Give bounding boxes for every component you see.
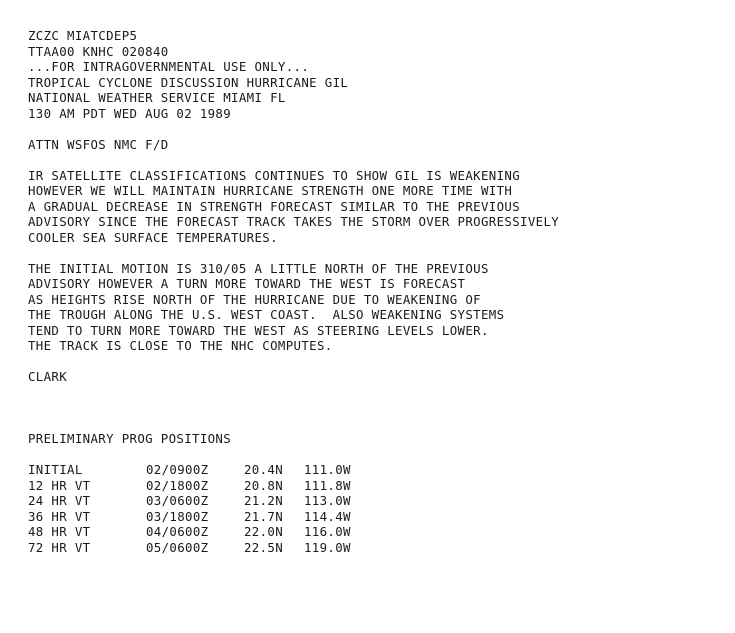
prog-row [28, 540, 559, 556]
prog-label: 48 HR VT [28, 524, 91, 539]
paragraph-line: TEND TO TURN MORE TOWARD THE WEST AS STEERING LEVELS LOWER. [28, 322, 489, 338]
prog-lat: 21.2N [244, 493, 284, 508]
prog-lon: 119.0W [304, 539, 351, 555]
prog-row [28, 509, 559, 525]
prog-lon: 116.0W [304, 524, 351, 539]
prog-lon: 111.0W [304, 462, 351, 477]
header-line: ZCZC MIATCDEP5 [28, 28, 138, 43]
prog-lon: 111.8W [304, 477, 351, 493]
paragraph-line: A GRADUAL DECREASE IN STRENGTH FORECAST SIMILAR TO THE PREVIOUS [28, 198, 521, 214]
prog-time: 02/1800Z [146, 477, 209, 493]
prog-lat: 22.5N [244, 539, 284, 555]
paragraph-line: THE TRACK IS CLOSE TO THE NHC COMPUTES. [28, 338, 333, 353]
paragraph-line: AS HEIGHTS RISE NORTH OF THE HURRICANE DUE TO WEAKENING OF [28, 291, 481, 307]
prog-row [28, 478, 559, 494]
prog-row [28, 493, 559, 509]
header-line: TTAA00 KNHC 020840 [28, 43, 169, 59]
prog-row [28, 524, 559, 540]
header-line: ...FOR INTRAGOVERNMENTAL USE ONLY... [28, 59, 310, 74]
paragraph-line: ADVISORY SINCE THE FORECAST TRACK TAKES THE STORM OVER PROGRESSIVELY [28, 214, 560, 229]
paragraph-line: COOLER SEA SURFACE TEMPERATURES. [28, 229, 278, 245]
prog-time: 03/1800Z [146, 508, 209, 524]
paragraph-1 [28, 168, 559, 246]
header-line: TROPICAL CYCLONE DISCUSSION HURRICANE GIL [28, 74, 349, 90]
header-line: 130 AM PDT WED AUG 02 1989 [28, 105, 232, 121]
prog-lat: 22.0N [244, 524, 284, 539]
prog-positions-title: PRELIMINARY PROG POSITIONS [28, 431, 232, 446]
paragraph-line: HOWEVER WE WILL MAINTAIN HURRICANE STRENGTH ONE MORE TIME WITH [28, 183, 513, 198]
header-line: NATIONAL WEATHER SERVICE MIAMI FL [28, 90, 286, 105]
prog-time: 05/0600Z [146, 539, 209, 555]
prog-label: INITIAL [28, 462, 83, 477]
attn-line: ATTN WSFOS NMC F/D [28, 136, 169, 152]
paragraph-line: IR SATELLITE CLASSIFICATIONS CONTINUES TO SHOW GIL IS WEAKENING [28, 167, 521, 183]
prog-time: 02/0900Z [146, 462, 209, 477]
prog-lat: 20.4N [244, 462, 284, 477]
prog-lon: 114.4W [304, 508, 351, 524]
prog-time: 03/0600Z [146, 493, 209, 508]
paragraph-2 [28, 261, 559, 354]
prog-label: 12 HR VT [28, 477, 91, 493]
prog-positions-table [28, 462, 559, 555]
prog-label: 24 HR VT [28, 493, 91, 508]
prog-time: 04/0600Z [146, 524, 209, 539]
paragraph-line: THE INITIAL MOTION IS 310/05 A LITTLE NORTH OF THE PREVIOUS [28, 260, 489, 276]
prog-label: 36 HR VT [28, 508, 91, 524]
discussion-document [28, 28, 559, 555]
prog-lat: 20.8N [244, 477, 284, 493]
prog-lon: 113.0W [304, 493, 351, 508]
header-block [28, 28, 559, 121]
paragraph-line: ADVISORY HOWEVER A TURN MORE TOWARD THE WEST IS FORECAST [28, 276, 466, 291]
prog-lat: 21.7N [244, 508, 284, 524]
prog-label: 72 HR VT [28, 539, 91, 555]
paragraph-line: THE TROUGH ALONG THE U.S. WEST COAST. ALSO WEAKENING SYSTEMS [28, 307, 505, 322]
prog-row [28, 462, 559, 478]
forecaster-signature: CLARK [28, 369, 68, 384]
